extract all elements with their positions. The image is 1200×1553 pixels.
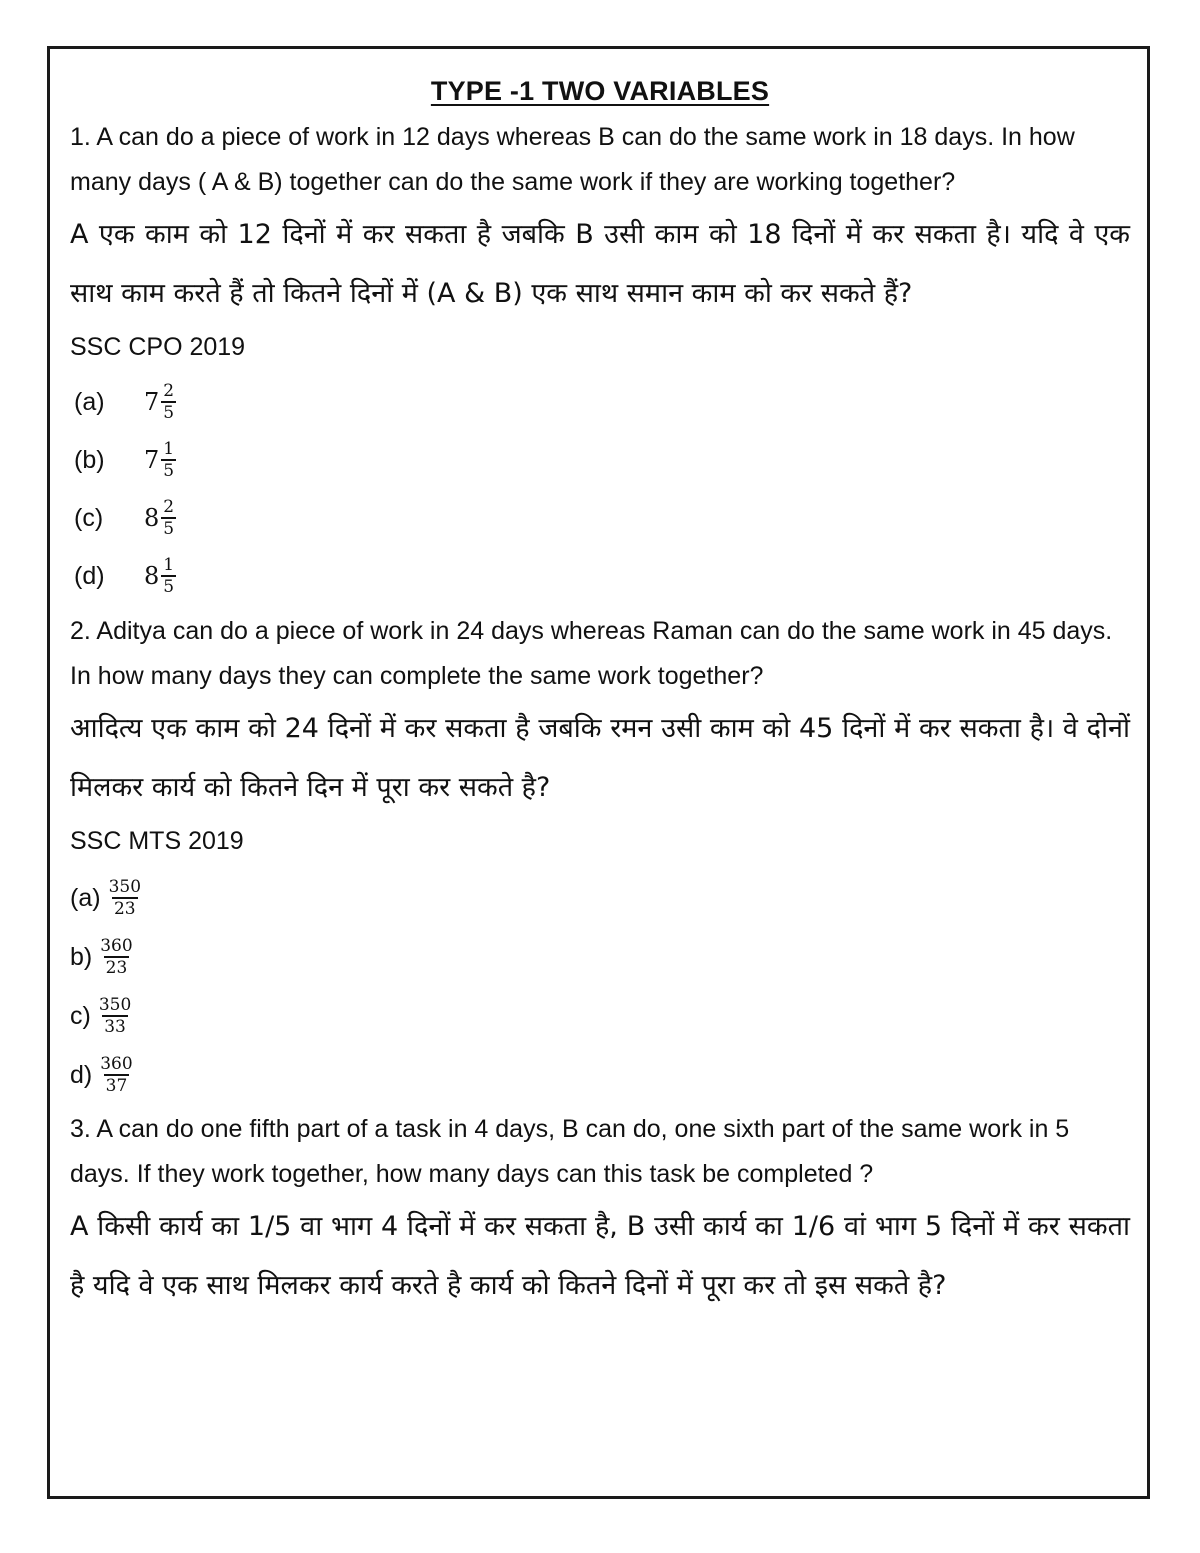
option-whole: 7 bbox=[144, 446, 160, 474]
option-fraction bbox=[161, 382, 176, 423]
question-2-english: 2. Aditya can do a piece of work in 24 days whereas Raman can do the same work in 45 days. In how many days they can complete the same work together? bbox=[70, 617, 1113, 690]
question-1-english: 1. A can do a piece of work in 12 days whereas B can do the same work in 18 days. In how many days ( A & B) together can do the same work if they are working together? bbox=[70, 123, 1075, 196]
option-value bbox=[144, 498, 176, 539]
question-1-options bbox=[74, 373, 1130, 605]
fraction-denominator: 5 bbox=[163, 460, 175, 481]
option-d bbox=[74, 547, 1130, 605]
fraction-numerator: 2 bbox=[163, 496, 175, 517]
fraction-denominator: 33 bbox=[104, 1017, 126, 1037]
option-value bbox=[144, 440, 176, 481]
option-whole: 8 bbox=[144, 562, 160, 590]
option-fraction bbox=[161, 556, 176, 597]
option-label: b) bbox=[70, 943, 93, 971]
option-c bbox=[74, 489, 1130, 547]
fraction-denominator: 5 bbox=[163, 576, 175, 597]
fraction-numerator: 350 bbox=[108, 877, 142, 897]
question-1 bbox=[70, 115, 1130, 605]
option-label: (b) bbox=[74, 445, 105, 474]
question-1-source: SSC CPO 2019 bbox=[70, 333, 246, 361]
option-fraction bbox=[98, 937, 134, 978]
option-label: (d) bbox=[74, 561, 105, 590]
fraction-numerator: 360 bbox=[100, 1054, 133, 1074]
option-fraction bbox=[107, 878, 143, 919]
option-a bbox=[74, 373, 1130, 431]
option-whole: 8 bbox=[144, 504, 160, 532]
option-d bbox=[70, 1046, 1130, 1105]
fraction-numerator: 360 bbox=[100, 936, 133, 956]
option-value bbox=[144, 382, 176, 423]
page-title: TYPE -1 TWO VARIABLES bbox=[430, 76, 770, 106]
question-2-hindi: आदित्य एक काम को 24 दिनों में कर सकता है जबकि रमन उसी काम को 45 दिनों में कर सकता है। वे दोनों मिलकर कार्य को कितने दिन में पूरा कर सकते है? bbox=[70, 713, 1130, 803]
fraction-denominator: 5 bbox=[163, 518, 175, 539]
fraction-denominator: 23 bbox=[105, 958, 128, 978]
option-a bbox=[70, 869, 1130, 928]
option-fraction bbox=[97, 996, 133, 1037]
option-label: (a) bbox=[74, 387, 105, 416]
option-label: d) bbox=[70, 1061, 93, 1089]
option-label: (c) bbox=[74, 503, 104, 532]
option-whole: 7 bbox=[144, 388, 160, 416]
option-label: (a) bbox=[70, 884, 101, 912]
question-1-hindi: A एक काम को 12 दिनों में कर सकता है जबकि B उसी काम को 18 दिनों में कर सकता है। यदि वे एक साथ काम करते हैं तो कितने दिनों में (A & B) एक साथ समान काम को कर सकते हैं? bbox=[70, 219, 1130, 309]
option-fraction bbox=[98, 1055, 134, 1096]
fraction-numerator: 350 bbox=[98, 995, 132, 1015]
fraction-numerator: 1 bbox=[163, 438, 175, 459]
question-3-hindi: A किसी कार्य का 1/5 वा भाग 4 दिनों में कर सकता है, B उसी कार्य का 1/6 वां भाग 5 दिनों में कर सकता है यदि वे एक साथ मिलकर कार्य करते है कार्य को कितने दिनों में पूरा कर तो इस सकते है? bbox=[70, 1211, 1130, 1301]
option-b bbox=[74, 431, 1130, 489]
document-body bbox=[70, 70, 1130, 1315]
fraction-denominator: 5 bbox=[163, 402, 175, 423]
question-3 bbox=[70, 1107, 1130, 1315]
option-fraction bbox=[161, 498, 176, 539]
option-label: c) bbox=[70, 1002, 91, 1030]
question-2-options bbox=[70, 869, 1130, 1105]
question-3-english: 3. A can do one fifth part of a task in 4 days, B can do, one sixth part of the same work in 5 days. If they work together, how many days can this task be completed ? bbox=[70, 1115, 1070, 1188]
option-fraction bbox=[161, 440, 176, 481]
option-c bbox=[70, 987, 1130, 1046]
option-b bbox=[70, 928, 1130, 987]
fraction-denominator: 37 bbox=[105, 1076, 128, 1096]
question-2-source: SSC MTS 2019 bbox=[70, 827, 244, 855]
question-2 bbox=[70, 609, 1130, 1105]
option-value bbox=[144, 556, 176, 597]
fraction-numerator: 1 bbox=[163, 554, 175, 575]
fraction-denominator: 23 bbox=[113, 899, 136, 919]
fraction-numerator: 2 bbox=[163, 380, 175, 401]
